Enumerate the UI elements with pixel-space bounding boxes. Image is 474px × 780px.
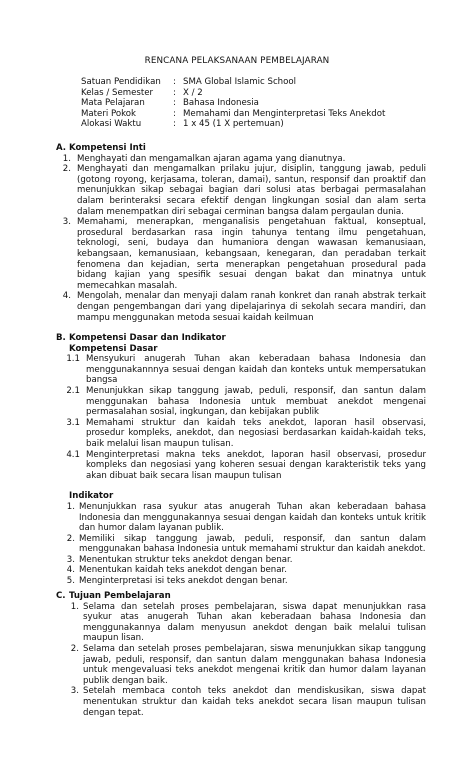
document-title: RENCANA PELAKSANAAN PEMBELAJARAN: [144, 56, 330, 66]
list-item: [56, 386, 426, 418]
meta-value: SMA Global Islamic School: [183, 77, 297, 87]
list-item: [56, 534, 426, 555]
meta-row-alokasi: [81, 119, 385, 130]
meta-value: 1 x 45 (1 X pertemuan): [183, 119, 284, 130]
item-text: Menghayati dan mengamalkan ajaran agama yang dianutnya.: [77, 153, 346, 164]
item-number: 1.: [66, 501, 75, 512]
item-number: 2.: [62, 164, 71, 175]
meta-row-satuan: [81, 77, 385, 88]
item-number: 3.: [70, 686, 79, 697]
item-text: Memahami, menerapkan, menganalisis pengetahuan faktual, konseptual, prosedural berdasarkan rasa ingin tahunya tentang ilmu pengetahuan, teknologi, seni, budaya dan humaniora dengan wawasan kemanusiaan, kebangsaan, kemanusiaan, kebangsaan, kenegaran, dan peradaban terkait fenomena dan kejadian, serta menerapkan pengetahuan prosedural pada bidang kajian yang spesifik sesuai dengan bakat dan minatnya untuk memecahkan masalah.: [77, 217, 426, 291]
meta-label: Mata Pelajaran: [81, 98, 145, 109]
list-item: [56, 602, 426, 644]
item-number: 1.: [70, 601, 79, 612]
item-text: Setelah membaca contoh teks anekdot dan mendiskusikan, siswa dapat menentukan struktur dan kaidah teks anekdot secara lisan maupun tulisan dengan tepat.: [83, 686, 426, 718]
meta-label: Kelas / Semester: [81, 87, 154, 98]
item-number: 2.: [66, 533, 75, 544]
list-item: [56, 576, 426, 587]
section-kompetensi-inti: [56, 143, 426, 323]
item-text: Menunjukkan rasa syukur atas anugerah Tuhan akan keberadaan bahasa Indonesia dan menggunakannya sesuai dengan kaidah dan konteks untuk kritik dan humor dalam layanan publik.: [79, 501, 426, 534]
item-text: Menginterpretasi isi teks anekdot dengan benar.: [79, 576, 288, 587]
item-text: Memahami struktur dan kaidah teks anekdot, laporan hasil observasi, prosedur kompleks, anekdot, dan negosiasi berdasarkan kaidah-kaidah teks, baik melalui lisan maupun tulisan.: [86, 417, 426, 449]
item-text: Mengolah, menalar dan menyaji dalam ranah konkret dan ranah abstrak terkait dengan pengembangan dari yang dipelajarinya di sekolah secara mandiri, dan mampu menggunakan metoda sesuai kaidah keilmuan: [77, 291, 426, 323]
meta-value: Memahami dan Menginterpretasi Teks Anekdot: [183, 108, 386, 119]
meta-label: Materi Pokok: [81, 108, 137, 119]
section-heading: [56, 143, 426, 154]
item-text: Mensyukuri anugerah Tuhan akan keberadaan bahasa Indonesia dan menggunakannnya sesuai dengan kaidah dan konteks untuk mempersatukan bangsa: [86, 354, 426, 386]
item-text: Selama dan setelah proses pembelajaran, siswa menunjukkan sikap tanggung jawab, peduli, responsif, dan santun dalam menggunakan bahasa Indonesia untuk mengevaluasi teks anekdot mengenai kritik dan humor dalam layanan publik dengan baik.: [83, 643, 426, 686]
section-letter: A.: [56, 143, 67, 153]
list-item: [56, 565, 426, 576]
meta-colon: :: [173, 87, 176, 98]
meta-colon: :: [173, 98, 176, 109]
list-item: [56, 164, 426, 217]
item-number: 4.: [62, 291, 71, 302]
section-heading: [56, 333, 426, 344]
item-number: 1.: [62, 153, 71, 164]
item-text: Menghayati dan mengamalkan prilaku jujur, disiplin, tanggung jawab, peduli (gotong royong, kerjasama, toleran, damai), santun, responsif dan proaktif dan menunjukkan sikap sebagai bagian dari solusi atas berbagai permasalahan dalam berinteraksi secara efektif dengan lingkungan sosial dan alam serta dalam menempatkan diri sebagai cerminan bangsa dalam pergaulan dunia.: [77, 164, 426, 217]
list-item: [56, 555, 426, 566]
item-number: 3.: [62, 217, 71, 228]
list-item: [56, 502, 426, 534]
section-letter: B.: [56, 333, 66, 343]
section-tujuan-pembelajaran: [56, 591, 426, 718]
meta-value: X / 2: [183, 87, 203, 98]
section-title: Kompetensi Dasar dan Indikator: [69, 333, 226, 343]
ki-list: [56, 154, 426, 324]
item-number: 3.: [66, 554, 75, 565]
item-number: 2.1: [66, 385, 80, 396]
item-text: Menginterpretasi makna teks anekdot, laporan hasil observasi, prosedur kompleks dan negosiasi yang koheren sesuai dengan karakteristik teks yang akan dibuat baik secara lisan maupun tulisan: [86, 449, 426, 481]
indikator-list: [56, 502, 426, 587]
section-title: Kompetensi Inti: [69, 143, 146, 153]
meta-value: Bahasa Indonesia: [183, 98, 259, 109]
item-number: 5.: [66, 576, 75, 587]
item-number: 3.1: [66, 417, 80, 428]
meta-row-kelas: [81, 88, 385, 99]
list-item: [56, 418, 426, 450]
item-text: Menentukan struktur teks anekdot dengan benar.: [79, 554, 293, 565]
section-heading: [56, 591, 426, 602]
section-title: Tujuan Pembelajaran: [69, 591, 171, 601]
meta-label: Satuan Pendidikan: [81, 77, 161, 87]
section-kompetensi-dasar: [56, 333, 426, 587]
list-item: [56, 686, 426, 718]
item-number: 4.: [66, 565, 75, 576]
meta-label: Alokasi Waktu: [81, 119, 142, 130]
list-item: [56, 354, 426, 386]
kd-list: [56, 354, 426, 481]
list-item: [56, 291, 426, 323]
item-text: Memiliki sikap tanggung jawab, peduli, responsif, dan santun dalam menggunakan bahasa Indonesia untuk memahami struktur dan kaidah anekdot.: [79, 533, 426, 555]
meta-colon: :: [173, 108, 176, 119]
kd-heading: Kompetensi Dasar: [69, 343, 158, 354]
meta-row-mapel: [81, 98, 385, 109]
indikator-heading: Indikator: [69, 491, 114, 502]
item-text: Menunjukkan sikap tanggung jawab, peduli, responsif, dan santun dalam menggunakan bahasa Indonesia untuk membuat anekdot mengenai permasalahan sosial, ingkungan, dan kebijakan publik: [86, 385, 426, 418]
meta-colon: :: [173, 119, 176, 130]
list-item: [56, 217, 426, 291]
list-item: [56, 450, 426, 482]
identity-table: [81, 77, 385, 130]
section-letter: C.: [56, 591, 66, 601]
meta-colon: :: [173, 77, 176, 87]
item-text: Selama dan setelah proses pembelajaran, siswa dapat menunjukkan rasa syukur atas anugerah Tuhan akan keberadaan bahasa Indonesia dan menggunakannya dalam menyusun anekdot dengan baik melalui tulisan maupun lisan.: [83, 601, 426, 644]
item-text: Menentukan kaidah teks anekdot dengan benar.: [79, 565, 287, 576]
item-number: 1.1: [66, 354, 80, 365]
tujuan-list: [56, 602, 426, 719]
item-number: 4.1: [66, 449, 80, 460]
list-item: [56, 154, 426, 165]
meta-row-materi: [81, 109, 385, 120]
list-item: [56, 644, 426, 686]
item-number: 2.: [70, 643, 79, 654]
